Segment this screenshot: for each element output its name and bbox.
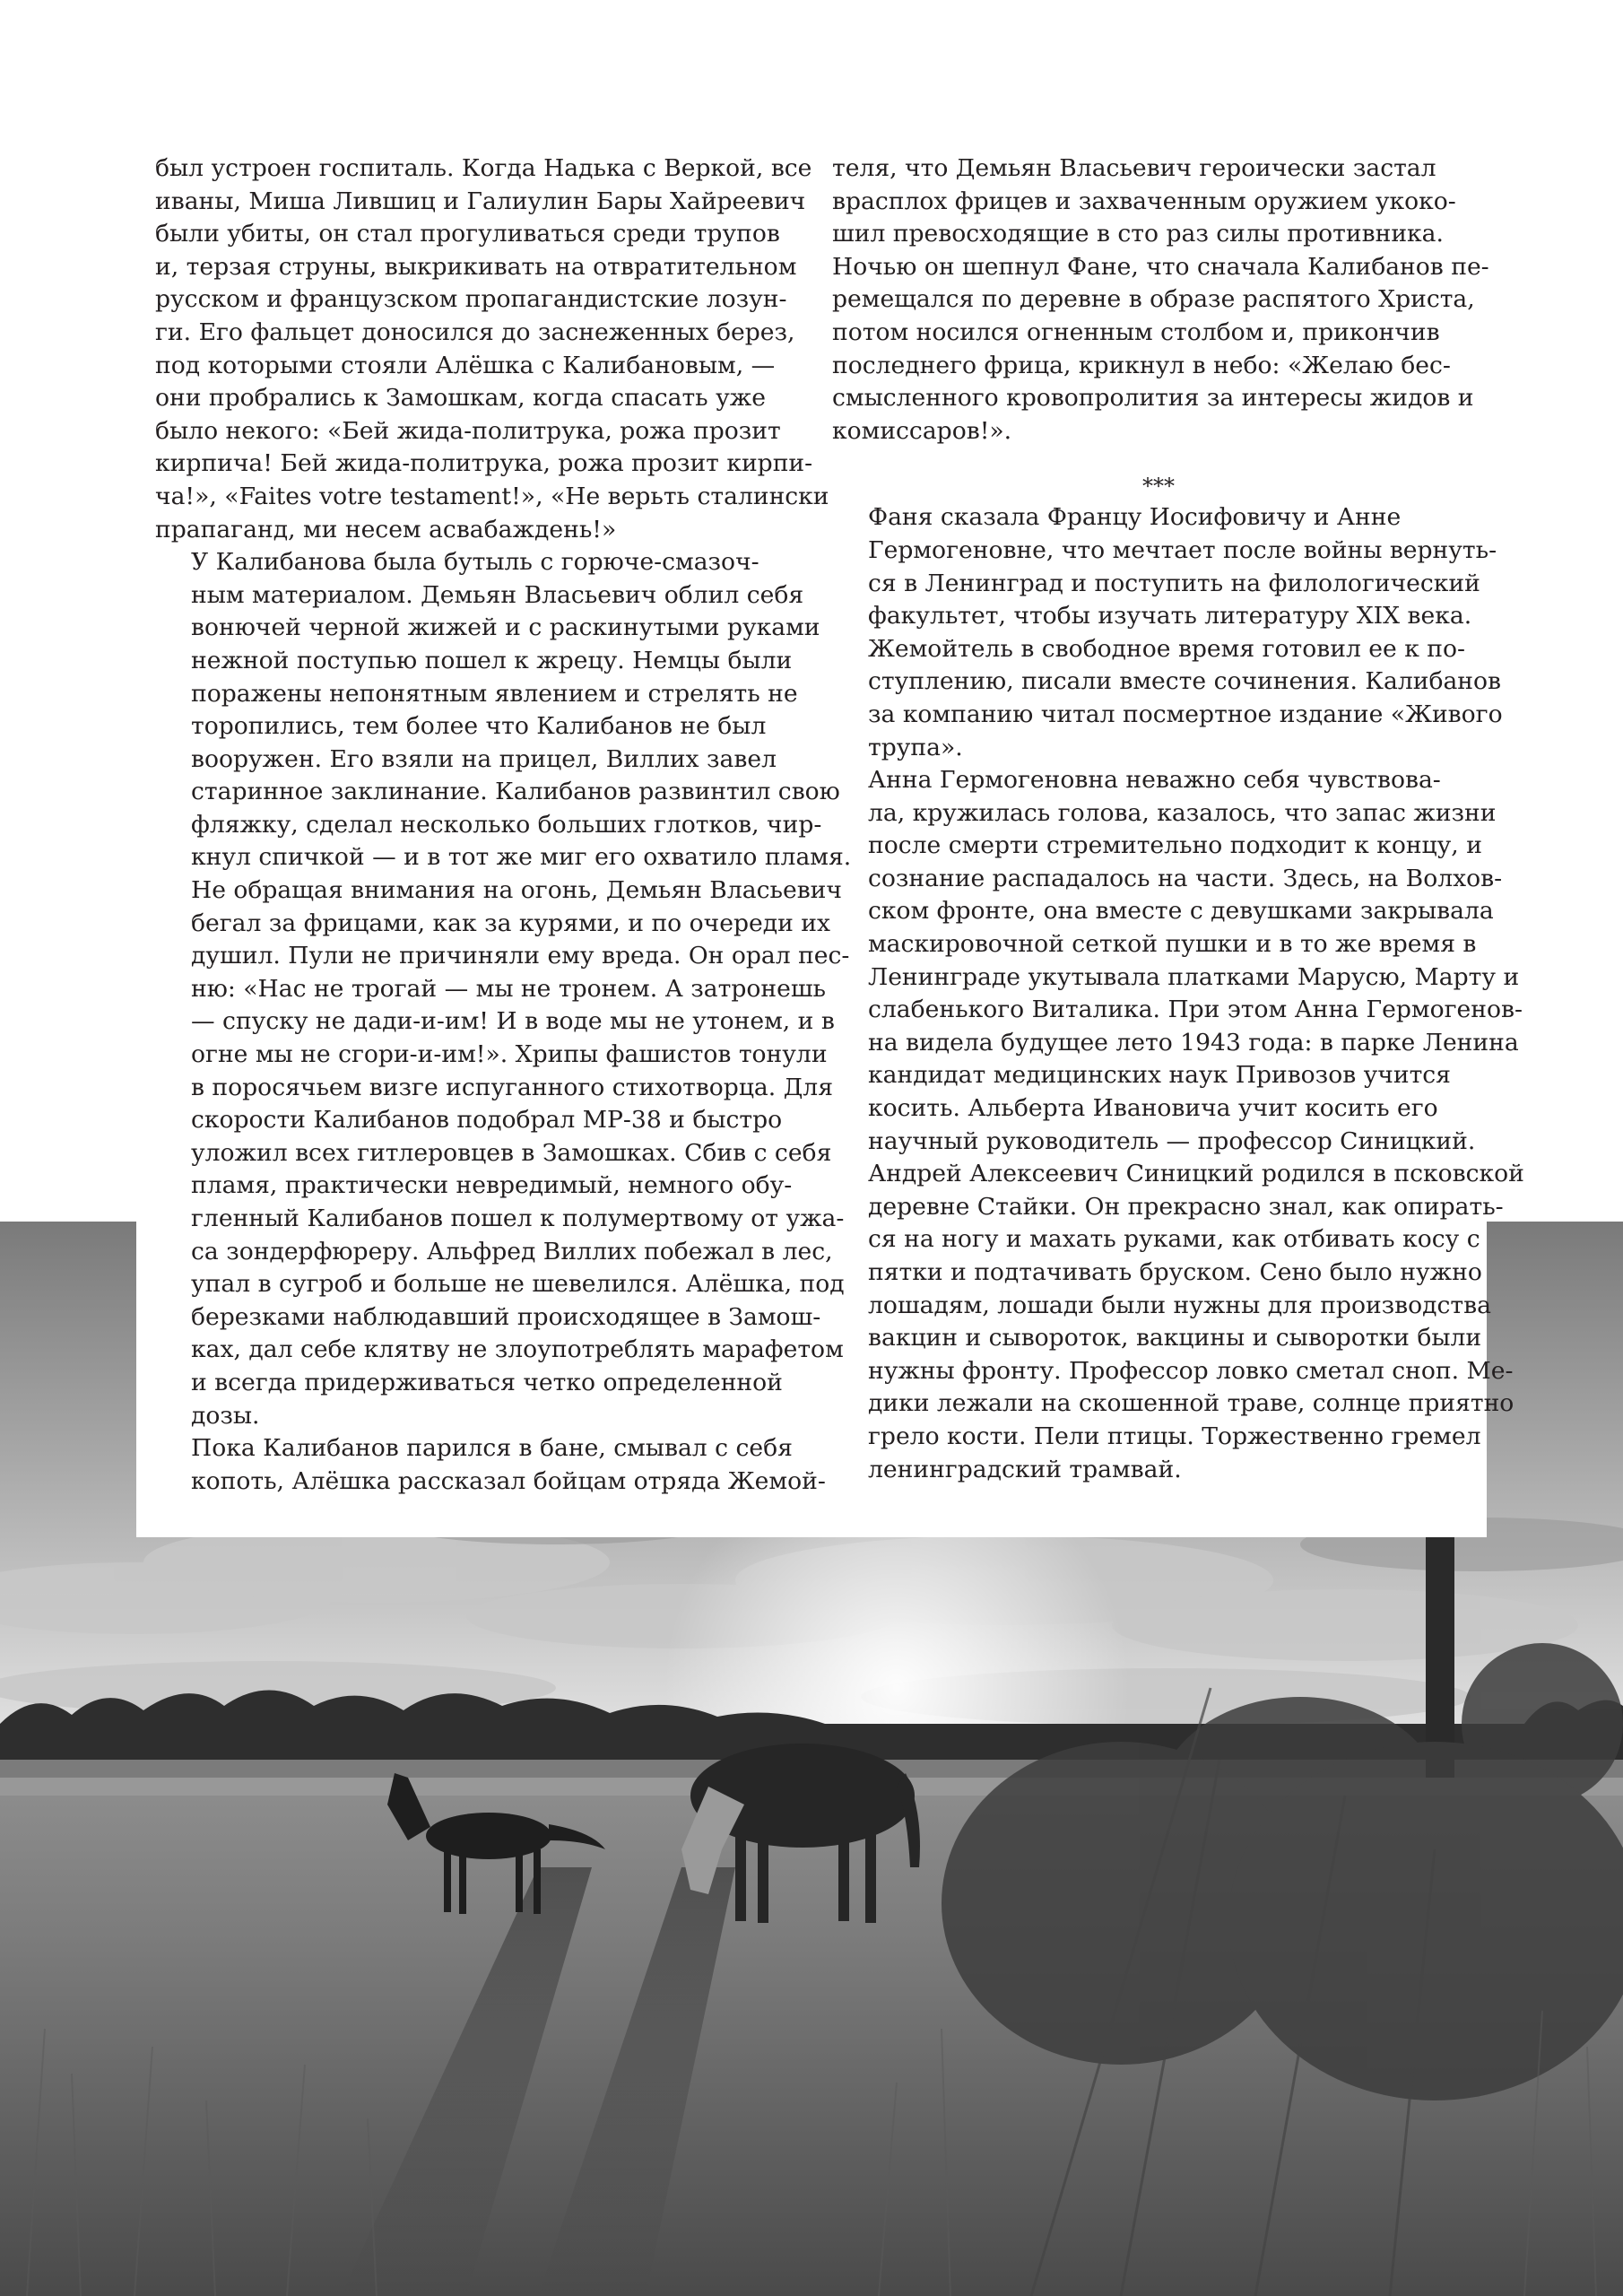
text-line: теля, что Демьян Власьевич героически застал (832, 154, 1436, 182)
text-line: шил превосходящие в сто раз силы противника. (832, 220, 1444, 248)
text-line: ремещался по деревне в образе распятого Христа, (832, 285, 1475, 314)
text-line: Анна Гермогеновна неважно себя чувствова- (868, 766, 1441, 795)
text-line: поражены непонятным явлением и стрелять не (191, 679, 798, 708)
text-line: ню: «Нас не трогай — мы не тронем. А затронешь (191, 974, 827, 1003)
text-line: уложил всех гитлеровцев в Замошках. Сбив с себя (191, 1138, 832, 1167)
text-line: нежной поступью пошел к жрецу. Немцы были (191, 646, 793, 674)
text-line: дозы. (191, 1401, 260, 1430)
text-line: дики лежали на скошенной траве, солнце приятно (868, 1389, 1515, 1418)
text-line: иваны, Миша Лившиц и Галиулин Бары Хайреевич (155, 187, 806, 215)
text-line: бегал за фрицами, как за курями, и по очереди их (191, 909, 831, 937)
text-line: комиссаров!». (832, 416, 1012, 445)
text-line: прапаганд, ми несем асвабаждень!» (155, 515, 617, 544)
text-line: Ленинграде укутывала платками Марусю, Марту и (868, 962, 1520, 991)
text-line: вонючей черной жижей и с раскинутыми руками (191, 613, 820, 642)
text-line: врасплох фрицев и захваченным оружием укоко- (832, 187, 1456, 215)
text-line: вакцин и сывороток, вакцины и сыворотки были (868, 1324, 1482, 1352)
text-line: упал в сугроб и больше не шевелился. Алёшка, под (191, 1270, 845, 1299)
left-column (155, 152, 852, 1498)
paragraph (155, 1432, 826, 1498)
text-line: душил. Пули не причиняли ему вреда. Он орал пес- (191, 942, 850, 970)
text-line: научный руководитель — профессор Синицкий. (868, 1126, 1476, 1155)
text-line: в поросячьем визге испуганного стихотворца. Для (191, 1073, 833, 1101)
text-line: копоть, Алёшка рассказал бойцам отряда Жемой- (191, 1466, 826, 1495)
text-line: слабенького Виталика. При этом Анна Гермогенов- (868, 996, 1523, 1024)
text-line: Пока Калибанов парился в бане, смывал с себя (191, 1434, 793, 1463)
paragraph (155, 546, 852, 1432)
text-line: было некого: «Бей жида-политрука, рожа прозит (155, 416, 781, 445)
paragraph (832, 764, 1524, 1486)
text-line: ся в Ленинград и поступить на филологический (868, 569, 1480, 597)
text-line: лошадям, лошади были нужны для производства (868, 1291, 1491, 1319)
text-line: и, терзая струны, выкрикивать на отвратительном (155, 252, 797, 281)
text-line: пламя, практически невредимый, немного обу- (191, 1171, 793, 1200)
text-line: пятки и подтачивать бруском. Сено было нужно (868, 1258, 1482, 1286)
text-line: потом носился огненным столбом и, прикончив (832, 317, 1440, 346)
text-line: кирпича! Бей жида-политрука, рожа прозит кирпи- (155, 449, 813, 478)
text-line: деревне Стайки. Он прекрасно знал, как опирать- (868, 1192, 1504, 1221)
text-line: ступлению, писали вместе сочинения. Калибанов (868, 667, 1502, 696)
text-line: смысленного кровопролития за интересы жидов и (832, 384, 1474, 413)
paragraph (155, 152, 829, 546)
text-line: они пробрались к Замошкам, когда спасать уже (155, 384, 766, 413)
section-separator: *** (1142, 474, 1175, 500)
text-line: Жемойтель в свободное время готовил ее к по- (868, 634, 1466, 663)
text-line: сознание распадалось на части. Здесь, на Волхов- (868, 864, 1503, 892)
text-line: ленинградский трамвай. (868, 1455, 1182, 1483)
text-line: вооружен. Его взяли на прицел, Виллих завел (191, 744, 777, 773)
text-line: ся на ногу и махать руками, как отбивать косу с (868, 1225, 1480, 1254)
text-line: ча!», «Faites votre testament!», «Не верьть сталински (155, 482, 829, 510)
text-line: ным материалом. Демьян Власьевич облил себя (191, 580, 804, 609)
text-line: ском фронте, она вместе с девушками закрывала (868, 897, 1494, 926)
paragraph (832, 152, 1489, 448)
text-line: ла, кружилась голова, казалось, что запас жизни (868, 798, 1497, 827)
text-line: фляжку, сделал несколько больших глотков, чир- (191, 810, 822, 839)
text-line: нужны фронту. Профессор ловко сметал сноп. Ме- (868, 1356, 1514, 1385)
text-line: Ночью он шепнул Фане, что сначала Калибанов пе- (832, 252, 1489, 281)
text-line: под которыми стояли Алёшка с Калибановым, — (155, 351, 776, 379)
text-line: был устроен госпиталь. Когда Надька с Веркой, все (155, 154, 812, 182)
right-column (832, 152, 1524, 1486)
text-line: на видела будущее лето 1943 года: в парке Ленина (868, 1028, 1519, 1057)
text-line: старинное заклинание. Калибанов развинтил свою (191, 778, 840, 806)
text-line: грело кости. Пели птицы. Торжественно гремел (868, 1422, 1481, 1450)
text-line: русском и французском пропагандистские лозун- (155, 285, 787, 314)
text-line: ги. Его фальцет доносился до заснеженных берез, (155, 317, 795, 346)
text-line: Андрей Алексеевич Синицкий родился в псковской (868, 1160, 1524, 1188)
text-line: У Калибанова была бутыль с горюче-смазоч- (191, 548, 759, 577)
text-line: трупа». (868, 733, 963, 761)
text-line: торопились, тем более что Калибанов не был (191, 712, 767, 741)
text-line: за компанию читал посмертное издание «Живого (868, 700, 1503, 728)
text-line: — спуску не дади-и-им! И в воде мы не утонем, и в (191, 1007, 835, 1036)
text-line: са зондерфюреру. Альфред Виллих побежал в лес, (191, 1237, 833, 1265)
text-line: ках, дал себе клятву не злоупотреблять марафетом (191, 1335, 844, 1364)
paragraph (832, 501, 1503, 764)
text-line: скорости Калибанов подобрал МР-38 и быстро (191, 1106, 783, 1135)
text-line: кнул спичкой — и в тот же миг его охватило пламя. (191, 843, 852, 872)
text-line: косить. Альберта Ивановича учит косить его (868, 1094, 1438, 1123)
text-line: маскировочной сеткой пушки и в то же время в (868, 930, 1477, 959)
text-line: факультет, чтобы изучать литературу XIX века. (868, 602, 1472, 631)
text-line: березками наблюдавший происходящее в Замош- (191, 1302, 821, 1331)
text-line: огне мы не сгори-и-им!». Хрипы фашистов тонули (191, 1040, 828, 1069)
text-line: после смерти стремительно подходит к концу, и (868, 831, 1482, 860)
text-line: и всегда придерживаться четко определенной (191, 1368, 783, 1396)
text-panel (136, 126, 1524, 1537)
text-line: Фаня сказала Францу Иосифовичу и Анне (868, 503, 1402, 532)
text-line: Гермогеновне, что мечтает после войны вернуть- (868, 535, 1497, 564)
text-line: были убиты, он стал прогуливаться среди трупов (155, 220, 780, 248)
text-line: кандидат медицинских наук Привозов учится (868, 1061, 1451, 1090)
text-line: Не обращая внимания на огонь, Демьян Власьевич (191, 876, 842, 905)
text-line: последнего фрица, крикнул в небо: «Желаю бес- (832, 351, 1451, 379)
text-line: гленный Калибанов пошел к полумертвому от ужа- (191, 1205, 845, 1232)
